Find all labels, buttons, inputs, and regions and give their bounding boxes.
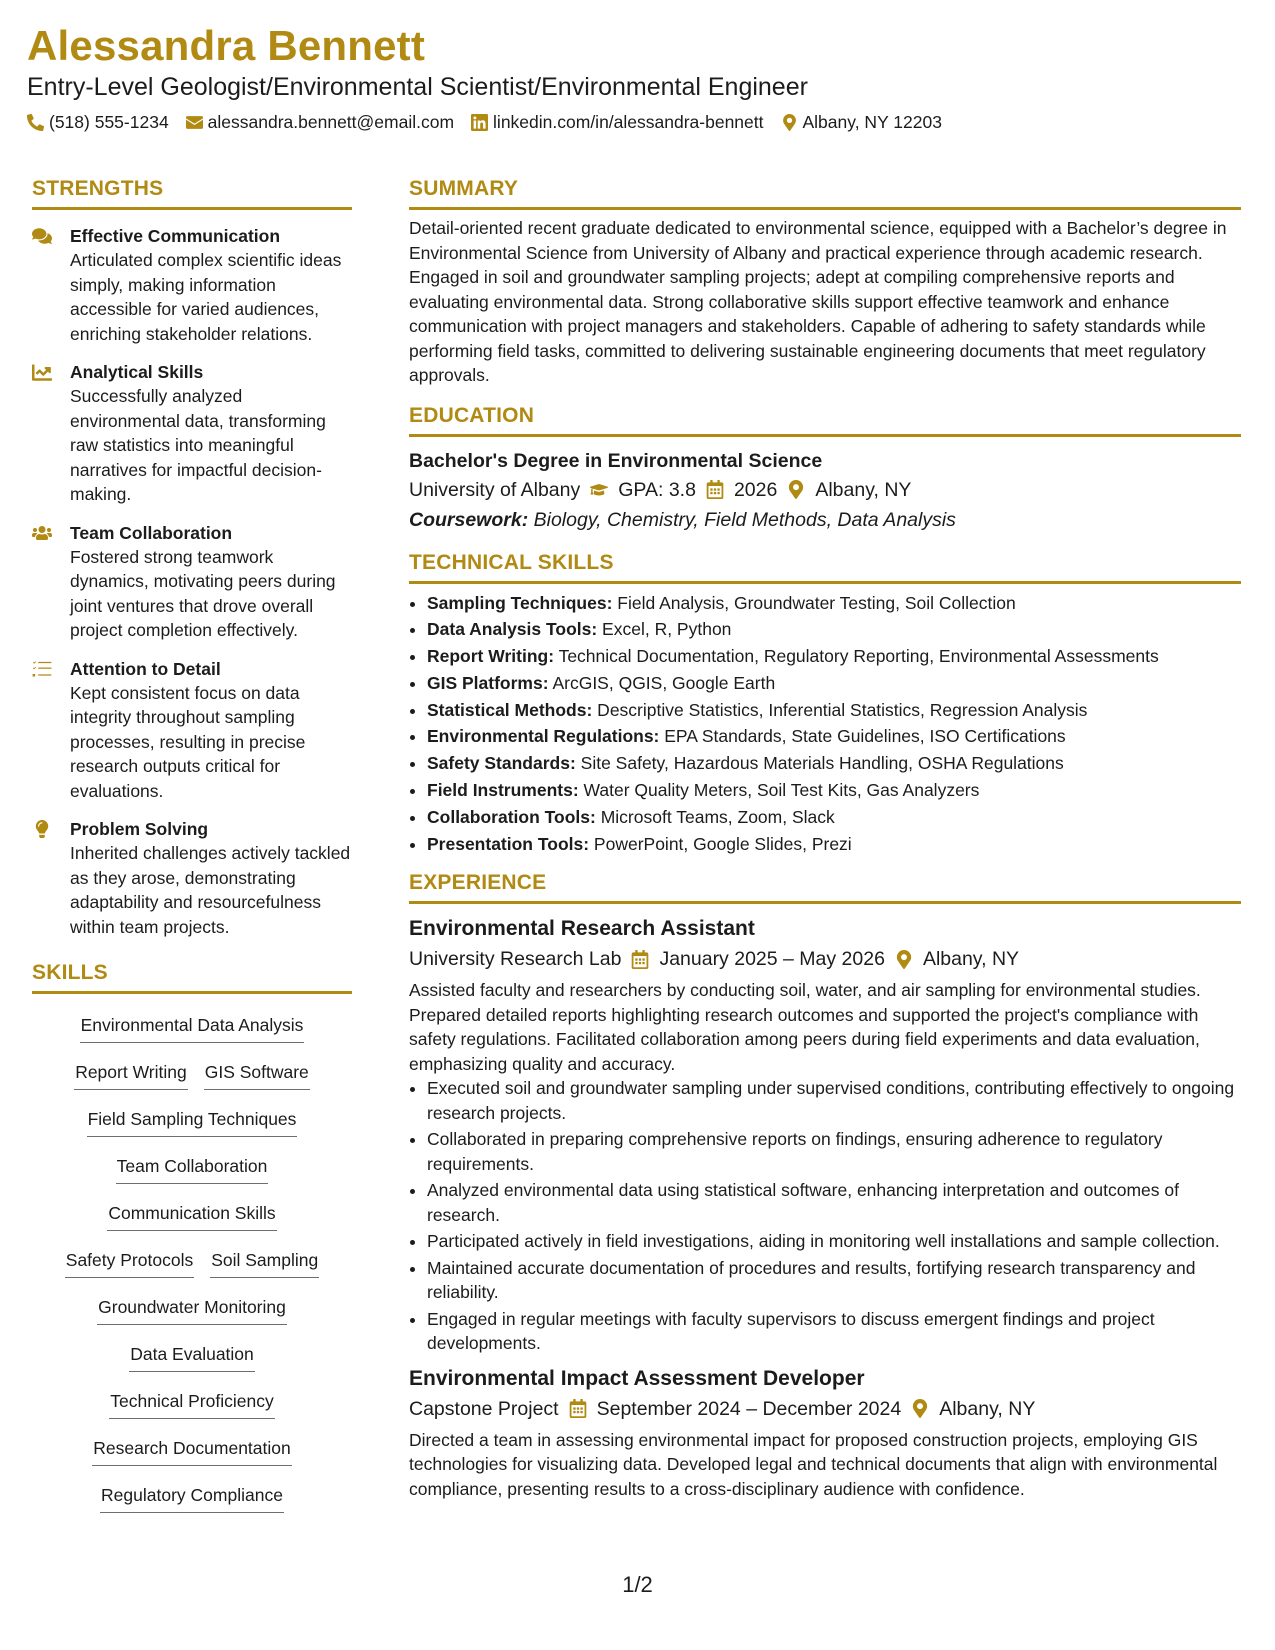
- calendar-icon: [631, 950, 649, 969]
- phone-text: (518) 555-1234: [49, 112, 169, 132]
- skill-tag: Communication Skills: [107, 1197, 276, 1231]
- tech-skill-value: Field Analysis, Groundwater Testing, Soil Collection: [612, 592, 1016, 613]
- job-org: Capstone Project: [409, 1397, 559, 1420]
- job-location: Albany, NY: [939, 1397, 1036, 1420]
- technical-skills-heading: TECHNICAL SKILLS: [409, 549, 1241, 584]
- tech-skill-item: [427, 590, 1241, 617]
- strength-desc: Successfully analyzed environmental data, transforming raw statistics into meaningful narratives for impactful decision-making.: [70, 386, 326, 504]
- skill-tag: Regulatory Compliance: [100, 1479, 284, 1513]
- job-bullet: • Participated actively in field investigations, aiding in monitoring well installations and sample collection.: [427, 1229, 1241, 1254]
- candidate-name: Alessandra Bennett: [27, 22, 426, 69]
- strength-desc: Inherited challenges actively tackled as they arose, demonstrating adaptability and resourcefulness within team projects.: [70, 843, 351, 937]
- skill-tag: Research Documentation: [92, 1432, 291, 1466]
- degree-title: Bachelor's Degree in Environmental Science: [409, 449, 823, 472]
- skill-tag: Groundwater Monitoring: [97, 1291, 287, 1325]
- tech-skill-label: Data Analysis Tools:: [427, 619, 598, 640]
- tech-skill-item: [427, 643, 1241, 670]
- map-pin-icon: [895, 950, 913, 969]
- contact-linkedin[interactable]: [471, 112, 763, 133]
- strength-title: Analytical Skills: [70, 362, 204, 382]
- chart-line-icon: [32, 363, 52, 381]
- linkedin-text[interactable]: linkedin.com/in/alessandra-bennett: [493, 112, 764, 132]
- contact-location: [781, 112, 942, 133]
- tech-skill-label: Environmental Regulations:: [427, 726, 660, 747]
- tech-skill-item: [427, 750, 1241, 777]
- skill-tag: Technical Proficiency: [109, 1385, 274, 1419]
- job-bullet: • Collaborated in preparing comprehensive reports on findings, ensuring adherence to regulatory requirements.: [427, 1127, 1241, 1176]
- education-location: Albany, NY: [815, 478, 912, 501]
- job-description: Directed a team in assessing environmental impact for proposed construction projects, employing GIS technologies for visualizing data. Developed legal and technical documents that align with environmental compliance, presenting results to a cross-disciplinary audience with confidence.: [409, 1429, 1218, 1499]
- job-entry: [409, 1364, 1241, 1502]
- tech-skill-value: Excel, R, Python: [597, 619, 732, 640]
- skill-tag: Soil Sampling: [210, 1244, 319, 1278]
- job-bullets: [409, 1076, 1241, 1356]
- calendar-icon: [569, 1399, 587, 1418]
- tech-skill-label: Collaboration Tools:: [427, 806, 596, 827]
- tech-skill-label: Field Instruments:: [427, 780, 579, 801]
- strength-item: [32, 521, 352, 643]
- school-name: University of Albany: [409, 478, 581, 501]
- skills-list: [32, 994, 352, 1521]
- strength-desc: Kept consistent focus on data integrity throughout sampling processes, resulting in precise research outputs critical for evaluations.: [70, 682, 306, 801]
- skill-tag: GIS Software: [204, 1056, 310, 1090]
- job-dates: September 2024 – December 2024: [596, 1397, 902, 1420]
- candidate-title: Entry-Level Geologist/Environmental Scientist/Environmental Engineer: [27, 73, 808, 101]
- strength-item: [32, 360, 352, 507]
- technical-skills-list: [409, 590, 1241, 858]
- job-bullet: • Executed soil and groundwater sampling under supervised conditions, contributing effectively to ongoing research projects.: [427, 1076, 1241, 1125]
- strength-title: Problem Solving: [70, 819, 209, 839]
- tech-skill-item: [427, 804, 1241, 831]
- tech-skill-value: Descriptive Statistics, Inferential Statistics, Regression Analysis: [592, 699, 1088, 720]
- coursework-list: Biology, Chemistry, Field Methods, Data Analysis: [528, 508, 956, 531]
- tech-skill-label: Report Writing:: [427, 646, 555, 667]
- graduation-cap-icon: [590, 480, 608, 499]
- strength-title: Attention to Detail: [70, 658, 221, 679]
- tech-skill-label: Statistical Methods:: [427, 699, 593, 720]
- tech-skill-item: [427, 831, 1241, 858]
- job-title: Environmental Impact Assessment Developer: [409, 1366, 865, 1390]
- tech-skill-label: Presentation Tools:: [427, 833, 590, 854]
- comments-icon: [32, 227, 52, 245]
- tech-skill-label: GIS Platforms:: [427, 672, 549, 693]
- phone-icon: [27, 114, 44, 131]
- tech-skill-label: Safety Standards:: [427, 753, 576, 774]
- tech-skill-value: PowerPoint, Google Slides, Prezi: [589, 833, 852, 854]
- resume-header: [27, 20, 1248, 133]
- location-text: Albany, NY 12203: [802, 112, 942, 132]
- contact-row: [27, 112, 1248, 133]
- strength-item: [32, 224, 352, 346]
- skills-heading: SKILLS: [32, 959, 352, 994]
- tech-skill-value: Technical Documentation, Regulatory Reporting, Environmental Assessments: [554, 646, 1159, 667]
- job-bullet: • Engaged in regular meetings with faculty supervisors to discuss emergent findings and project developments.: [427, 1307, 1241, 1356]
- tech-skill-value: Microsoft Teams, Zoom, Slack: [595, 806, 835, 827]
- map-pin-icon: [787, 480, 805, 499]
- tech-skill-item: [427, 670, 1241, 697]
- strength-desc: Fostered strong teamwork dynamics, motivating peers during joint ventures that drove overall project completion effectively.: [70, 546, 336, 640]
- left-column: [32, 175, 352, 1521]
- right-column: [409, 175, 1241, 1501]
- tech-skill-item: [427, 723, 1241, 750]
- skill-tag: Data Evaluation: [129, 1338, 255, 1372]
- job-meta: [409, 1394, 1241, 1424]
- experience-heading: EXPERIENCE: [409, 869, 1241, 904]
- strengths-heading: STRENGTHS: [32, 175, 352, 210]
- summary-text: Detail-oriented recent graduate dedicated to environmental science, equipped with a Bachelor’s degree in Environmental Science from University of Albany and practical experience through academic research. Engaged in soil and groundwater sampling projects; adept at compiling comprehensive reports and evaluating environmental data. Strong collaborative skills support effective teamwork and enhance communication with project managers and stakeholders. Capable of adhering to safety standards while performing field tasks, committed to delivering sustainable engineering documents that meet regulatory approvals.: [409, 218, 1227, 385]
- summary-heading: SUMMARY: [409, 175, 1241, 210]
- contact-email[interactable]: [186, 112, 454, 133]
- tech-skill-value: Water Quality Meters, Soil Test Kits, Gas Analyzers: [578, 780, 980, 801]
- page-number: 1/2: [622, 1572, 653, 1597]
- job-org: University Research Lab: [409, 948, 622, 971]
- tech-skill-label: Sampling Techniques:: [427, 592, 613, 613]
- tech-skill-item: [427, 697, 1241, 724]
- coursework-line: [409, 505, 1241, 535]
- skill-tag: Environmental Data Analysis: [80, 1009, 305, 1043]
- coursework-label: Coursework:: [409, 508, 529, 531]
- skill-tag: Team Collaboration: [116, 1150, 269, 1184]
- job-bullet: • Maintained accurate documentation of procedures and results, fortifying research transparency and reliability.: [427, 1256, 1241, 1305]
- education-heading: EDUCATION: [409, 402, 1241, 437]
- gpa-text: GPA: 3.8: [618, 478, 696, 501]
- tech-skill-value: ArcGIS, QGIS, Google Earth: [548, 672, 776, 693]
- job-dates: January 2025 – May 2026: [659, 948, 885, 971]
- strength-item: [32, 817, 352, 939]
- tech-skill-item: [427, 616, 1241, 643]
- strengths-list: [32, 224, 352, 939]
- job-description: Assisted faculty and researchers by conducting soil, water, and air sampling for environmental studies. Prepared detailed reports highlighting research outcomes and supported the project's compliance with safety regulations. Facilitated collaboration among peers during field experiments and data evaluation, emphasizing quality and accuracy.: [409, 980, 1201, 1074]
- lightbulb-icon: [32, 820, 52, 838]
- job-bullet: • Analyzed environmental data using statistical software, enhancing interpretation and outcomes of research.: [427, 1178, 1241, 1227]
- strength-desc: Articulated complex scientific ideas simply, making information accessible for varied audiences, enriching stakeholder relations.: [70, 250, 342, 344]
- checklist-icon: [32, 660, 52, 678]
- skill-tag: Field Sampling Techniques: [87, 1103, 298, 1137]
- tech-skill-value: Site Safety, Hazardous Materials Handling, OSHA Regulations: [575, 753, 1064, 774]
- skill-tag: Safety Protocols: [65, 1244, 194, 1278]
- education-meta: [409, 475, 1241, 505]
- map-pin-icon: [781, 114, 798, 131]
- job-location: Albany, NY: [922, 948, 1020, 971]
- job-meta: [409, 944, 1241, 974]
- users-icon: [32, 524, 52, 542]
- job-title: Environmental Research Assistant: [409, 917, 755, 941]
- tech-skill-item: [427, 777, 1241, 804]
- strength-title: Effective Communication: [70, 226, 281, 246]
- skill-tag: Report Writing: [74, 1056, 188, 1090]
- tech-skill-value: EPA Standards, State Guidelines, ISO Certifications: [659, 726, 1066, 747]
- linkedin-icon: [471, 114, 488, 131]
- contact-phone: [27, 112, 169, 133]
- job-entry: [409, 914, 1241, 1356]
- graduation-year: 2026: [733, 478, 778, 501]
- map-pin-icon: [911, 1399, 929, 1418]
- envelope-icon: [186, 114, 203, 131]
- email-text[interactable]: alessandra.bennett@email.com: [207, 112, 455, 132]
- strength-title: Team Collaboration: [70, 522, 233, 543]
- strength-item: [32, 657, 352, 804]
- calendar-icon: [706, 480, 724, 499]
